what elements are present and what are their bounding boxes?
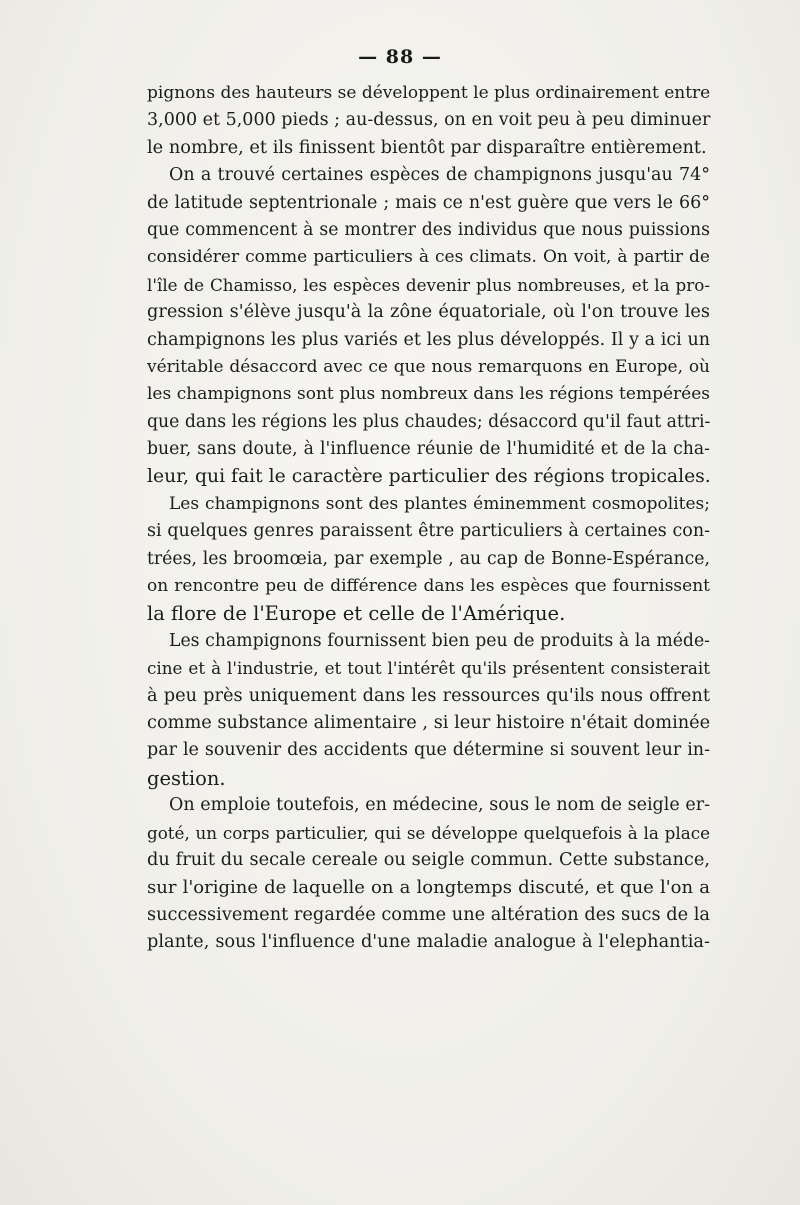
text-line: comme substance alimentaire , si leur histoire n'était dominée <box>147 712 711 733</box>
text-line: à peu près uniquement dans les ressources qu'ils nous offrent <box>147 685 710 706</box>
text-line: Les champignons fournissent bien peu de produits à la méde- <box>169 630 710 651</box>
text-line: leur, qui fait le caractère particulier des régions tropicales. <box>147 466 711 488</box>
text-line: sur l'origine de laquelle on a longtemps discuté, et que l'on a <box>147 877 710 899</box>
text-line: que commencent à se montrer des individus que nous puissions <box>147 219 710 240</box>
text-line: On a trouvé certaines espèces de champignons jusqu'au 74° <box>169 165 710 186</box>
text-line: la flore de l'Europe et celle de l'Amérique. <box>147 602 566 626</box>
text-line: trées, les broomœia, par exemple , au cap de Bonne-Espérance, <box>147 548 710 569</box>
text-line: 3,000 et 5,000 pieds ; au-dessus, on en voit peu à peu diminuer <box>147 110 711 131</box>
body-text <box>147 80 710 957</box>
text-line: gestion. <box>147 766 226 790</box>
page-number: — 88 — <box>358 46 442 68</box>
text-line: les champignons sont plus nombreux dans les régions tempérées <box>147 384 710 405</box>
text-line: par le souvenir des accidents que détermine si souvent leur in- <box>147 740 710 761</box>
text-line: considérer comme particuliers à ces climats. On voit, à partir de <box>147 247 710 268</box>
text-line: Les champignons sont des plantes éminemment cosmopolites; <box>169 493 710 514</box>
text-line: l'île de Chamisso, les espèces devenir plus nombreuses, et la pro- <box>147 274 710 295</box>
text-line: si quelques genres paraissent être particuliers à certaines con- <box>147 521 710 542</box>
text-line: que dans les régions les plus chaudes; désaccord qu'il faut attri- <box>147 411 711 432</box>
text-line: véritable désaccord avec ce que nous remarquons en Europe, où <box>147 356 710 377</box>
text-line: on rencontre peu de différence dans les espèces que fournissent <box>147 576 710 597</box>
text-line: buer, sans doute, à l'influence réunie de l'humidité et de la cha- <box>147 439 710 460</box>
text-line: gression s'élève jusqu'à la zône équatoriale, où l'on trouve les <box>147 302 710 323</box>
text-line: pignons des hauteurs se développent le plus ordinairement entre <box>147 83 711 103</box>
text-line: successivement regardée comme une altération des sucs de la <box>147 904 710 925</box>
text-line: du fruit du secale cereale ou seigle commun. Cette substance, <box>147 849 710 870</box>
text-line: goté, un corps particulier, qui se développe quelquefois à la place <box>147 822 710 843</box>
text-line: le nombre, et ils finissent bientôt par disparaître entièrement. <box>147 137 707 158</box>
text-line: plante, sous l'influence d'une maladie analogue à l'elephantia- <box>147 932 710 953</box>
text-line: cine et à l'industrie, et tout l'intérêt qu'ils présentent consisterait <box>147 658 710 679</box>
text-line: champignons les plus variés et les plus développés. Il y a ici un <box>147 329 710 350</box>
text-line: de latitude septentrionale ; mais ce n'est guère que vers le 66° <box>147 192 710 213</box>
text-line: On emploie toutefois, en médecine, sous le nom de seigle er- <box>169 795 710 816</box>
